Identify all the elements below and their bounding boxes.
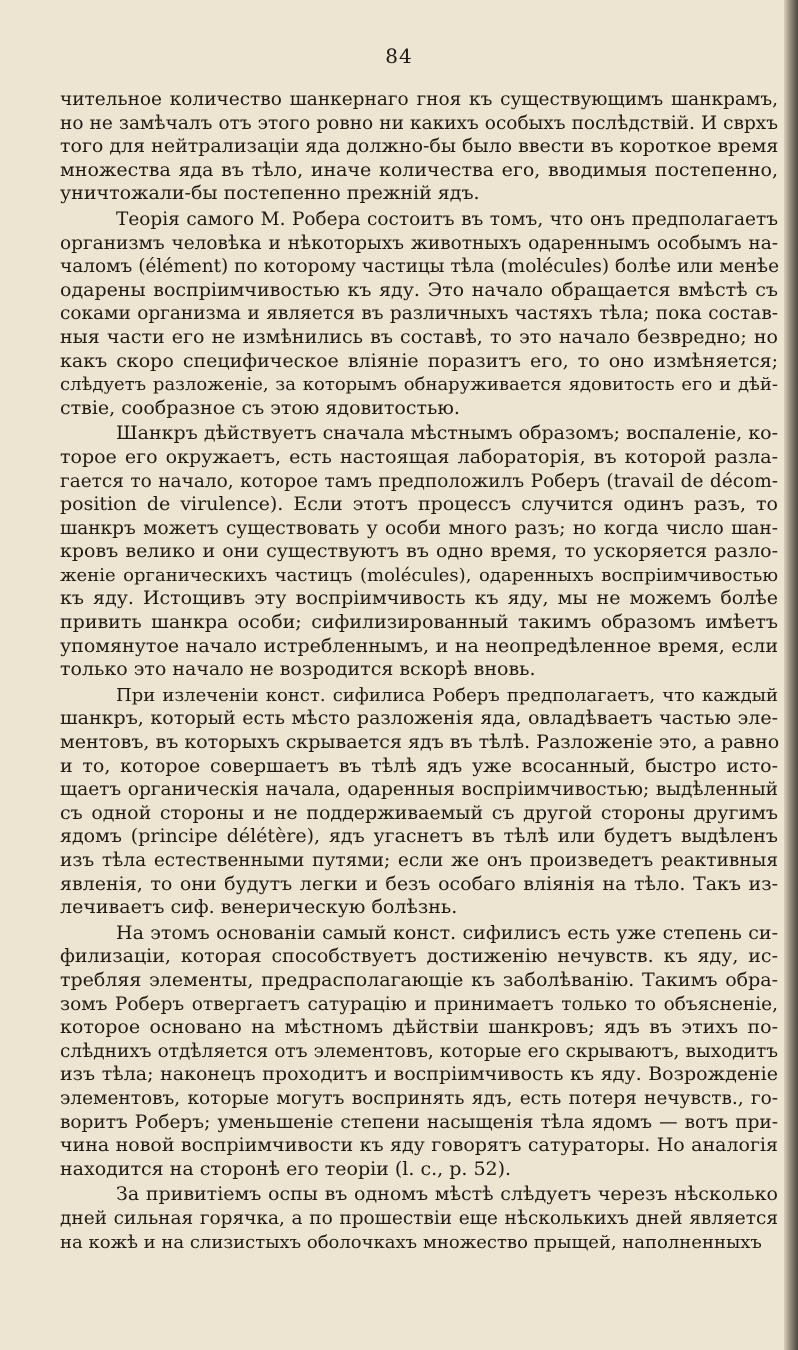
text-line: Шанкръ дѣйствуетъ сначала мѣстнымъ образомъ; воспаленіе, ко- (116, 422, 778, 445)
paragraph (60, 88, 778, 206)
text-line: которое основано на мѣстномъ дѣйствіи шанкровъ; ядъ въ этихъ по- (60, 1016, 778, 1039)
text-line: чаломъ (élément) по которому частицы тѣла (molécules) болѣе или менѣе (60, 256, 780, 278)
paragraph (60, 208, 778, 420)
text-line: торое его окружаетъ, есть настоящая лабораторія, въ которой разла- (60, 445, 778, 468)
text-line: Теорія самого М. Робера состоитъ въ томъ, что онъ предполагаетъ (116, 208, 778, 230)
text-line: За привитіемъ оспы въ одномъ мѣстѣ слѣдуетъ черезъ нѣсколько (116, 1183, 778, 1206)
text-line: того для нейтрализаціи яда должно-бы было ввести въ короткое время (60, 135, 779, 158)
text-line: ныя части его не измѣнились въ составѣ, то это начало безвредно; но (60, 325, 778, 348)
text-line: ядомъ (principe délétère), ядъ угаснетъ въ тѣлѣ или будетъ выдѣленъ (60, 825, 778, 848)
page-number: 84 (385, 44, 413, 68)
text-line: position de virulence). Если этотъ процессъ случится одинъ разъ, то (60, 493, 778, 516)
text-line: щаетъ органическія начала, одаренныя воспріимчивостью; выдѣленный (60, 779, 778, 801)
text-line: на кожѣ и на слизистыхъ оболочкахъ множество прыщей, наполненныхъ (60, 1231, 762, 1253)
body-text (60, 88, 778, 1256)
paragraph (60, 922, 778, 1182)
text-line: кровъ велико и они существуютъ въ одно время, то ускоряется разло- (60, 540, 778, 563)
text-line: находится на сторонѣ его теоріи (l. c., p. 52). (60, 1157, 512, 1180)
paragraph (60, 1183, 778, 1254)
text-line: соками организма и является въ различныхъ частяхъ тѣла; пока состав- (60, 303, 778, 325)
text-line: ствіе, сообразное съ этою ядовитостью. (60, 396, 460, 419)
text-line: На этомъ основаніи самый конст. сифилисъ есть уже степень си- (116, 921, 778, 944)
text-line: множества яда въ тѣло, иначе количества его, вводимыя постепенно, (60, 158, 778, 181)
text-line: воритъ Роберъ; уменьшеніе степени насыщенія тѣла ядомъ — вотъ при- (60, 1111, 778, 1133)
text-line: чина новой воспріимчивости къ яду говорятъ сатураторы. Но аналогія (60, 1134, 778, 1157)
text-line: зомъ Роберъ отвергаетъ сатурацію и принимаетъ только то объясненіе, (60, 993, 778, 1015)
text-line: изъ тѣла; наконецъ проходитъ и воспріимчивость къ яду. Возрожденіе (60, 1063, 778, 1086)
text-line: гается то начало, которое тамъ предположилъ Роберъ (travail de décom- (60, 470, 778, 492)
text-line: къ яду. Истощивъ эту воспріимчивость къ яду, мы не можемъ болѣе (60, 587, 778, 610)
text-line: При излеченіи конст. сифилиса Роберъ предполагаетъ, что каждый (116, 684, 778, 706)
text-line: дней сильная горячка, а по прошествіи еще нѣсколькихъ дней является (60, 1207, 778, 1229)
text-line: только это начало не возродится вскорѣ вновь. (60, 658, 536, 681)
page-edge-shadow (784, 0, 798, 1350)
paragraph (60, 684, 778, 920)
text-line: ментовъ, въ которыхъ скрывается ядъ въ тѣлѣ. Разложеніе это, а равно (60, 731, 780, 754)
text-line: элементовъ, которые могутъ воспринять ядъ, есть потеря нечувств., го- (60, 1087, 778, 1109)
text-line: слѣднихъ отдѣляется отъ элементовъ, которые его скрываютъ, выходитъ (60, 1040, 778, 1062)
text-line: женіе органическихъ частицъ (molécules), одаренныхъ воспріимчивостью (60, 564, 778, 586)
text-line: и то, которое совершаетъ въ тѣлѣ ядъ уже всосанный, быстро исто- (60, 754, 778, 777)
text-line: какъ скоро специфическое вліяніе поразитъ его, то оно измѣняется; (60, 349, 778, 372)
text-line: организмъ человѣка и нѣкоторыхъ животныхъ одареннымъ особымъ на- (60, 232, 778, 254)
text-line: лечиваетъ сиф. венерическую болѣзнь. (60, 896, 458, 919)
paragraph (60, 422, 778, 682)
text-line: но не замѣчалъ отъ этого ровно ни какихъ особыхъ послѣдствій. И сврхъ (60, 112, 778, 134)
text-line: чительное количество шанкернаго гноя къ существующимъ шанкрамъ, (60, 89, 778, 110)
text-line: упомянутое начало истребленнымъ, и на неопредѣленное время, если (60, 634, 778, 657)
text-line: привить шанкра особи; сифилизированный такимъ образомъ имѣетъ (60, 611, 778, 634)
text-line: съ одной стороны и не поддерживаемый съ другой стороны другимъ (60, 801, 778, 824)
text-line: изъ тѣла естественными путями; если же онъ произведетъ реактивныя (60, 850, 778, 871)
text-line: требляя элементы, предрасполагающіе къ заболѣванію. Такимъ обра- (60, 968, 778, 991)
text-line: одарены воспріимчивостью къ яду. Это начало обращается вмѣстѣ съ (60, 278, 778, 301)
text-line: явленія, то они будутъ легки и безъ особаго вліянія на тѣло. Такъ из- (60, 872, 778, 895)
text-line: шанкръ можетъ существовать у особи много разъ; но когда число шан- (60, 517, 778, 539)
text-line: слѣдуетъ разложеніе, за которымъ обнаруживается ядовитость его и дѣй- (60, 374, 778, 396)
text-line: шанкръ, который есть мѣсто разложенія яда, овладѣваетъ частью эле- (60, 707, 778, 730)
text-line: уничтожали-бы постепенно прежній ядъ. (60, 182, 480, 205)
text-line: филизаціи, которая способствуетъ достиженію нечувств. къ яду, ис- (60, 945, 778, 968)
